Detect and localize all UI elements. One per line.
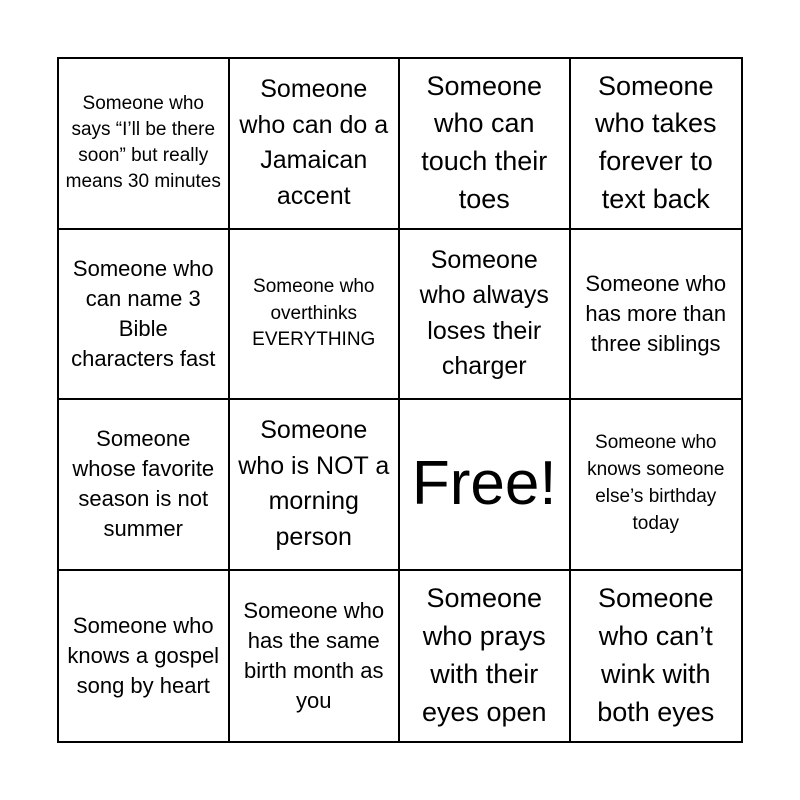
bingo-cell-text: Someone who can touch their toes xyxy=(421,70,548,215)
bingo-cell-text: Someone who takes forever to text back xyxy=(594,70,717,215)
bingo-cell-text: Someone who can name 3 Bible characters fast xyxy=(71,255,216,371)
bingo-cell-r4c2 xyxy=(230,571,401,742)
bingo-cell-r3c2 xyxy=(230,400,401,571)
bingo-cell-text: Someone who is NOT a morning person xyxy=(238,416,390,551)
bingo-cell-text: Someone who has more than three siblings xyxy=(585,270,727,356)
bingo-card xyxy=(57,57,743,743)
free-space-label: Free! xyxy=(411,449,557,519)
bingo-cell-text: Someone who prays with their eyes open xyxy=(421,583,547,727)
bingo-cell-r1c2 xyxy=(230,59,401,230)
bingo-cell-r2c3 xyxy=(400,230,571,401)
bingo-cell-text: Someone who overthinks EVERYTHING xyxy=(252,276,376,350)
bingo-cell-r1c1 xyxy=(59,59,230,230)
bingo-cell-r3c1 xyxy=(59,400,230,571)
bingo-cell-text: Someone who has the same birth month as you xyxy=(243,597,385,713)
bingo-cell-text: Someone who can’t wink with both eyes xyxy=(597,583,715,727)
bingo-cell-r1c4 xyxy=(571,59,742,230)
bingo-cell-r4c1 xyxy=(59,571,230,742)
bingo-cell-text: Someone who knows a gospel song by heart xyxy=(67,612,220,698)
bingo-cell-text: Someone who always loses their charger xyxy=(419,245,549,381)
bingo-cell-text: Someone who can do a Jamaican accent xyxy=(239,75,389,210)
bingo-cell-r1c3 xyxy=(400,59,571,230)
bingo-cell-r2c4 xyxy=(571,230,742,401)
bingo-cell-r2c2 xyxy=(230,230,401,401)
bingo-cell-free xyxy=(400,400,571,571)
bingo-cell-r3c4 xyxy=(571,400,742,571)
bingo-cell-r4c3 xyxy=(400,571,571,742)
bingo-cell-text: Someone who says “I’ll be there soon” but really means 30 minutes xyxy=(65,92,221,193)
bingo-cell-r4c4 xyxy=(571,571,742,742)
bingo-cell-text: Someone who knows someone else’s birthday today xyxy=(587,432,725,535)
bingo-cell-text: Someone whose favorite season is not summer xyxy=(72,426,215,542)
bingo-cell-r2c1 xyxy=(59,230,230,401)
